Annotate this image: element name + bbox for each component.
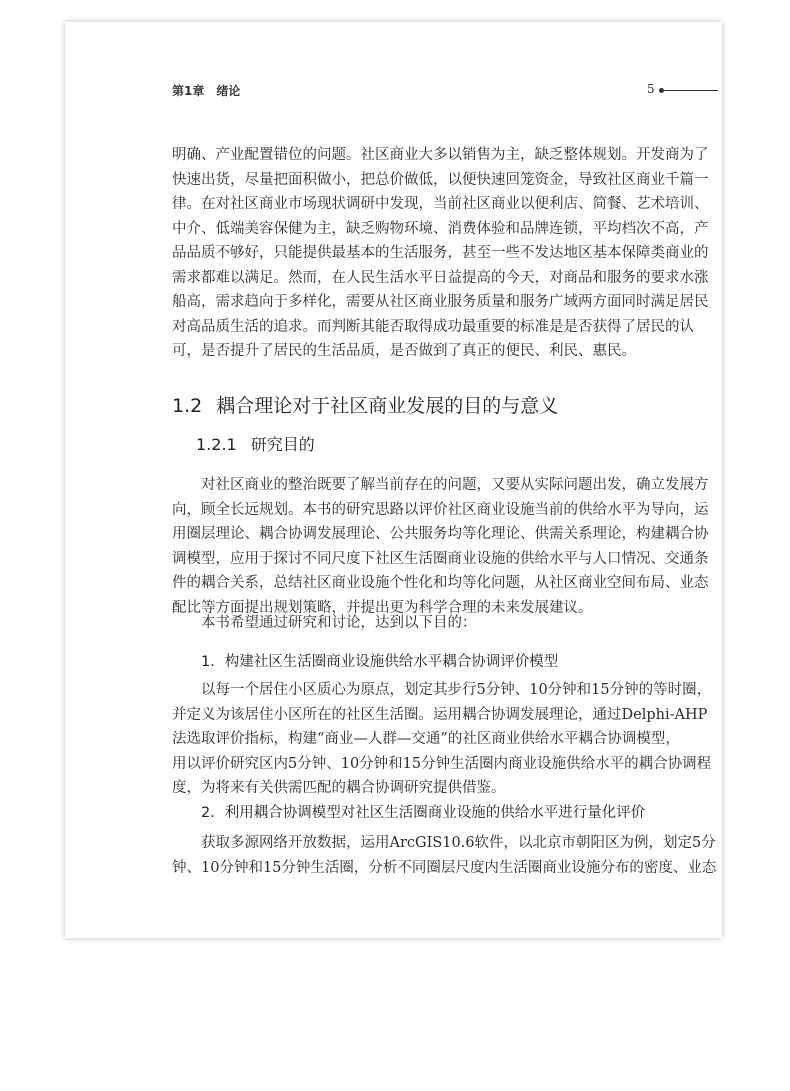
- text-line: 获取多源网络开放数据，运用ArcGIS10.6软件，以北京市朝阳区为例，划定5分: [201, 835, 716, 851]
- text-line: 钟、10分钟和15分钟生活圈，分析不同圈层尺度内生活圈商业设施分布的密度、业态: [172, 859, 717, 876]
- item-1-heading: 1．构建社区生活圈商业设施供给水平耦合协调评价模型: [201, 654, 559, 670]
- text-line: 法选取评价指标，构建“商业—人群—交通”的社区商业供给水平耦合协调模型，: [172, 731, 680, 747]
- text-line: 可，是否提升了居民的生活品质，是否做到了真正的便民、利民、惠民。: [172, 343, 636, 359]
- text-line: 并定义为该居住小区所在的社区生活圈。运用耦合协调发展理论，通过Delphi-AHP: [172, 706, 708, 723]
- text-line: 中介、低端美容保健为主，缺乏购物环境、消费体验和品牌连锁，平均档次不高，产: [172, 220, 709, 237]
- section-heading: [172, 391, 558, 418]
- running-header-chapter: 第1章 绪论: [172, 84, 241, 98]
- item-1-paragraph: [172, 678, 712, 801]
- text-line: 快速出货，尽量把面积做小，把总价做低，以便快速回笼资金，导致社区商业千篇一: [172, 171, 709, 188]
- text-line: 用圈层理论、耦合协调发展理论、公共服务均等化理论、供需关系理论，构建耦合协: [172, 526, 709, 542]
- text-line: 需求都难以满足。然而，在人民生活水平日益提高的今天，对商品和服务的要求水涨: [172, 269, 709, 286]
- text-line: 度，为将来有关供需匹配的耦合协调研究提供借鉴。: [172, 780, 506, 796]
- paragraph-1: [172, 143, 709, 364]
- text-line: 律。在对社区商业市场现状调研中发现，当前社区商业以便利店、简餐、艺术培训、: [172, 196, 709, 212]
- text-line: 以每一个居住小区质心为原点，划定其步行5分钟、10分钟和15分钟的等时圈，: [201, 682, 712, 698]
- text-line: 调模型，应用于探讨不同尺度下社区生活圈商业设施的供给水平与人口情况、交通条: [172, 550, 709, 567]
- text-line: 对高品质生活的追求。而判断其能否取得成功最重要的标准是是否获得了居民的认: [172, 318, 694, 335]
- paragraph-3: [172, 611, 654, 636]
- paragraph-2: [172, 473, 709, 620]
- section-number: 1.2: [172, 395, 203, 417]
- book-page: [65, 22, 722, 938]
- header-rule: [661, 90, 718, 91]
- text-line: 件的耦合关系，总结社区商业设施个性化和均等化问题，从社区商业空间布局、业态: [172, 575, 709, 591]
- text-line: 对社区商业的整治既要了解当前存在的问题，又要从实际问题出发，确立发展方: [201, 477, 709, 493]
- text-line: 用以评价研究区内5分钟、10分钟和15分钟生活圈内商业设施供给水平的耦合协调程: [172, 755, 712, 772]
- section-title: 耦合理论对于社区商业发展的目的与意义: [216, 395, 559, 417]
- subsection-title: 研究目的: [250, 435, 315, 454]
- text-line: 船高，需求趋向于多样化，需要从社区商业服务质量和服务广域两方面同时满足居民: [172, 294, 709, 310]
- page-number: 5: [647, 82, 655, 96]
- text-line: 品品质不够好，只能提供最基本的生活服务，甚至一些不发达地区基本保障类商业的: [172, 245, 709, 261]
- text-line: 向，顾全长远规划。本书的研究思路以评价社区商业设施当前的供给水平为导向，运: [172, 501, 709, 518]
- item-2-paragraph: [172, 831, 717, 880]
- subsection-heading: [196, 432, 315, 455]
- text-line: 配比等方面提出规划策略，并提出更为科学合理的未来发展建议。: [172, 599, 593, 616]
- item-2-heading: 2．利用耦合协调模型对社区生活圈商业设施的供给水平进行量化评价: [201, 805, 646, 821]
- subsection-number: 1.2.1: [196, 435, 237, 454]
- text-line: 明确、产业配置错位的问题。社区商业大多以销售为主，缺乏整体规划。开发商为了: [172, 147, 709, 163]
- text-line: 本书希望通过研究和讨论，达到以下目的：: [201, 615, 477, 631]
